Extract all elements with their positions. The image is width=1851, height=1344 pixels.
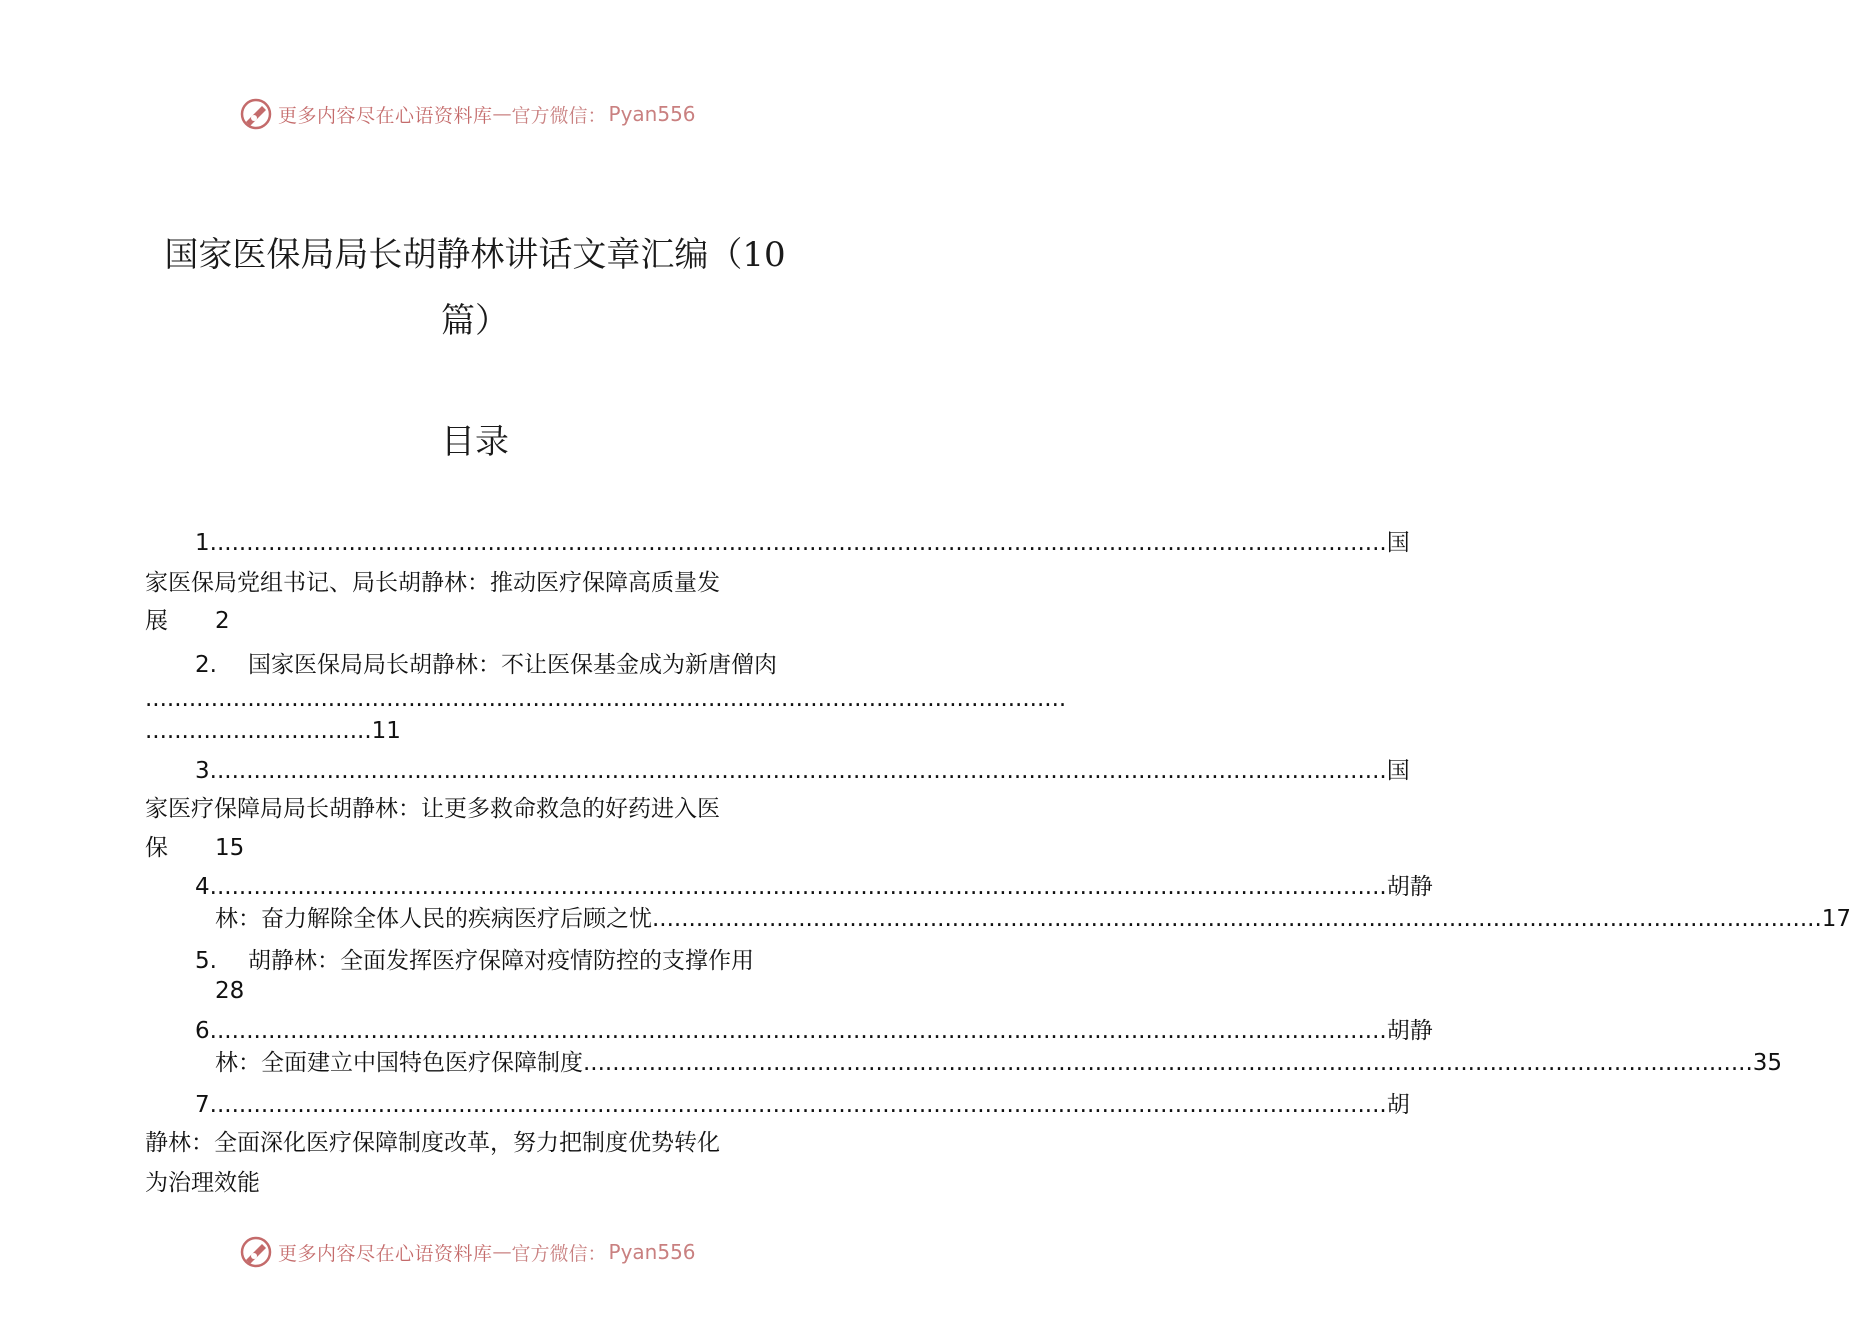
toc-entry-text: 林：奋力解除全体人民的疾病医疗后顾之忧 [215, 906, 652, 932]
toc-heading: 目录 [441, 422, 509, 462]
watermark-text: 更多内容尽在心语资料库 [278, 104, 493, 127]
watermark-separator: — [492, 1241, 512, 1263]
toc-entry-2-title[interactable]: 国家医保局局长胡静林：不让医保基金成为新唐僧肉 [248, 652, 777, 678]
toc-entry-4-lead[interactable] [195, 872, 1433, 902]
watermark-label: 官方微信： [511, 1242, 607, 1265]
toc-entry-2-number: 2. [195, 652, 217, 678]
toc-entry-number: 1. [195, 530, 217, 556]
toc-entry-5-title[interactable]: 胡静林：全面发挥医疗保障对疫情防控的支撑作用 [248, 948, 754, 974]
toc-entry-lead-char: 胡 [1386, 1092, 1410, 1118]
toc-entry-2-page-line [145, 716, 401, 746]
toc-entry-number: 6. [195, 1018, 217, 1044]
leader-dots: ............................... [145, 718, 372, 744]
watermark-header [240, 96, 696, 132]
pen-logo-icon [240, 98, 272, 130]
toc-entry-1-text[interactable]: 家医保局党组书记、局长胡静林：推动医疗保障高质量发 [145, 570, 720, 596]
leader-dots [583, 1048, 1753, 1078]
toc-entry-1-text-cont[interactable]: 展 [145, 608, 168, 634]
watermark-wechat-id: Pyan556 [608, 102, 696, 126]
leader-dots [217, 1090, 1387, 1120]
toc-entry-number: 4. [195, 874, 217, 900]
leader-dots [217, 528, 1387, 558]
toc-entry-3-text[interactable]: 家医疗保障局局长胡静林：让更多救命救急的好药进入医 [145, 796, 720, 822]
leader-dots [217, 872, 1387, 902]
toc-entry-6-lead[interactable] [195, 1016, 1433, 1046]
toc-entry-2-page: 11 [371, 718, 401, 744]
toc-entry-lead-char: 国 [1386, 530, 1410, 556]
toc-entry-4-page: 17 [1821, 906, 1851, 932]
toc-entry-7-lead[interactable] [195, 1090, 1410, 1120]
leader-dots [652, 904, 1822, 934]
toc-entry-6-text[interactable] [215, 1048, 1783, 1078]
toc-entry-lead-char: 胡静 [1386, 1018, 1433, 1044]
toc-entry-7-text-cont[interactable]: 为治理效能 [145, 1170, 260, 1196]
toc-entry-lead-char: 胡静 [1386, 874, 1433, 900]
toc-entry-text: 林：全面建立中国特色医疗保障制度 [215, 1050, 583, 1076]
toc-entry-7-text[interactable]: 静林：全面深化医疗保障制度改革，努力把制度优势转化 [145, 1130, 720, 1156]
toc-entry-1-lead[interactable] [195, 528, 1410, 558]
watermark-text: 更多内容尽在心语资料库 [278, 1242, 493, 1265]
toc-entry-1-page: 2 [215, 608, 230, 634]
toc-entry-3-lead[interactable] [195, 756, 1410, 786]
toc-entry-3-page: 15 [215, 835, 245, 861]
watermark-wechat-id: Pyan556 [608, 1240, 696, 1264]
toc-entry-number: 7. [195, 1092, 217, 1118]
leader-dots [217, 1016, 1387, 1046]
toc-entry-6-page: 35 [1752, 1050, 1783, 1076]
leader-dots-line: .............................................................................................................................. [145, 686, 1067, 712]
watermark-footer [240, 1234, 696, 1270]
pen-logo-icon [240, 1236, 272, 1268]
leader-dots [217, 756, 1387, 786]
toc-entry-5-page: 28 [215, 978, 245, 1004]
document-title: 国家医保局局长胡静林讲话文章汇编（10篇） [164, 235, 786, 341]
toc-entry-4-text[interactable] [215, 904, 1851, 934]
watermark-label: 官方微信： [511, 104, 607, 127]
toc-entry-number: 3. [195, 758, 217, 784]
toc-entry-lead-char: 国 [1386, 758, 1410, 784]
toc-entry-5-number: 5. [195, 948, 217, 974]
watermark-separator: — [492, 103, 512, 125]
toc-entry-3-text-cont[interactable]: 保 [145, 835, 168, 861]
